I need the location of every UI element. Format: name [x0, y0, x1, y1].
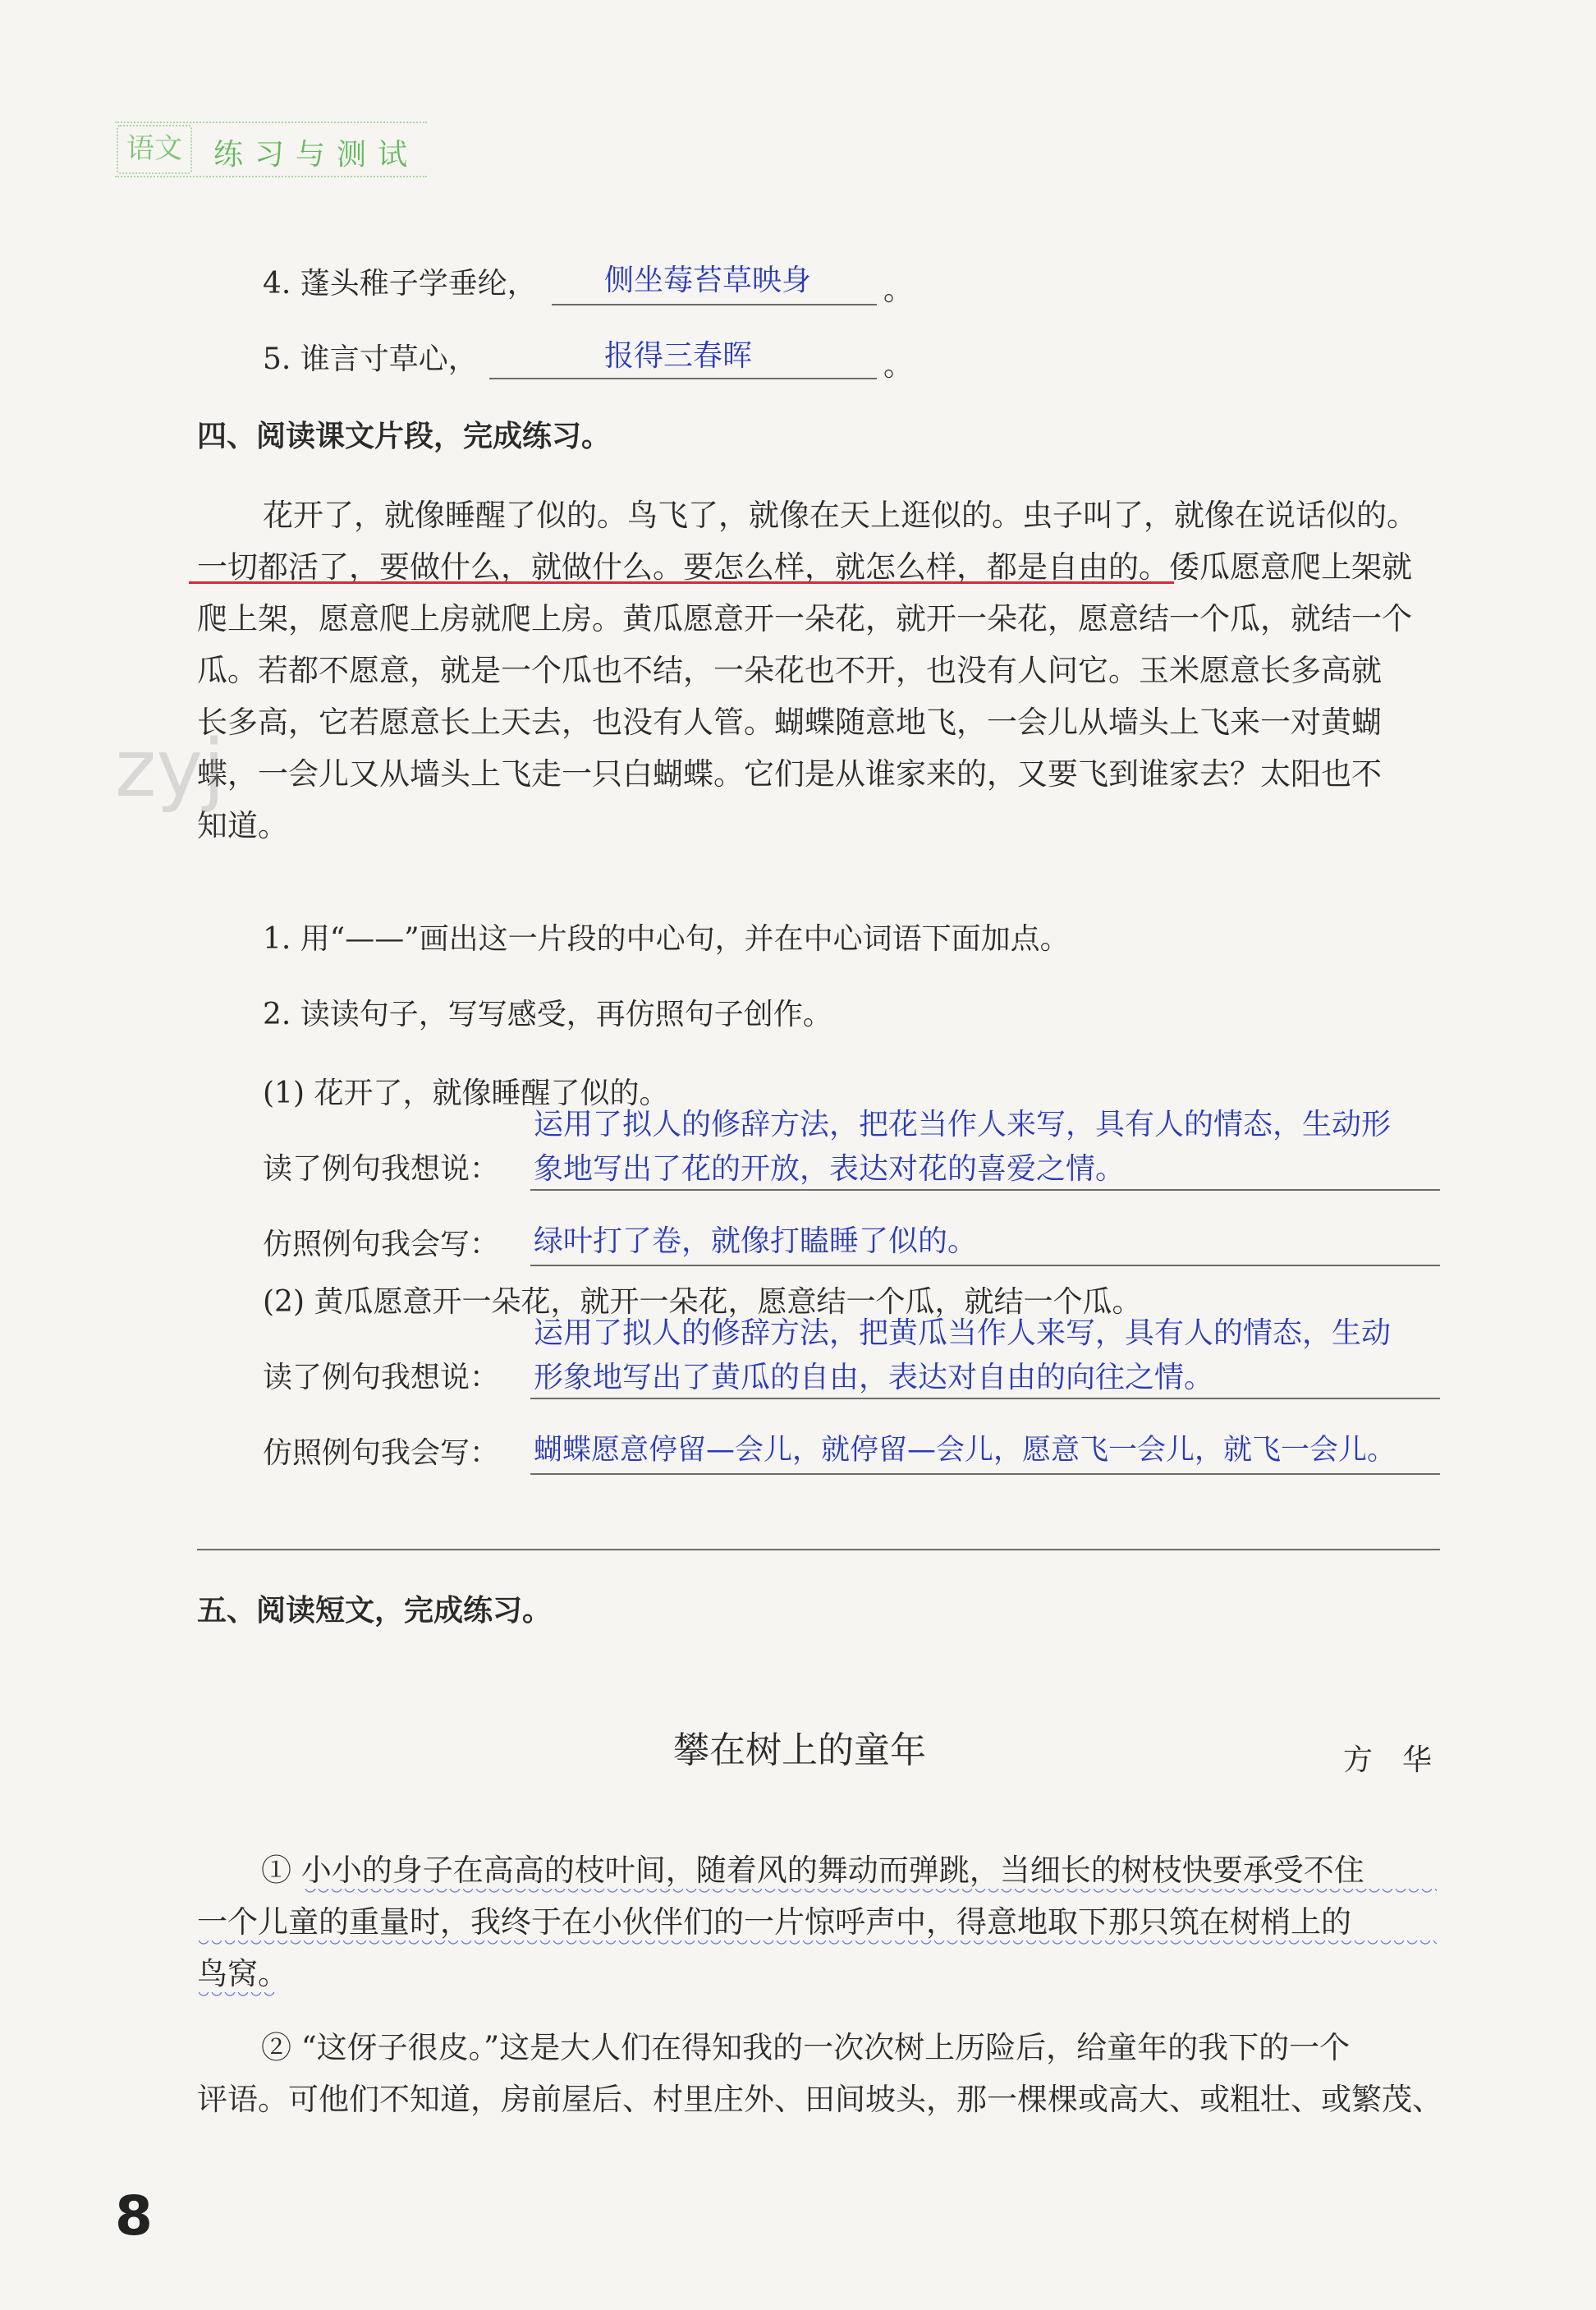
article-title: 攀在树上的童年 [673, 1729, 926, 1771]
q2-instruction: 2. 读读句子，写写感受，再仿照句子创作。 [263, 998, 832, 1031]
wavy-underline [197, 1940, 1437, 1949]
ex2-imitate-answer: 蝴蝶愿意停留—会儿，就停留—会儿，愿意飞一会儿，就飞一会儿。 [534, 1434, 1396, 1467]
paragraph-line: 鸟窝。 [197, 1956, 288, 1991]
passage-line: 长多高，它若愿意长上天去，也没有人管。蝴蝶随意地飞，一会儿从墙头上飞来一对黄蝴 [197, 705, 1382, 740]
ex1-think-label: 读了例句我想说： [263, 1152, 500, 1186]
watermark: zyj [115, 723, 225, 815]
page-number: 8 [115, 2184, 153, 2248]
ex1-imitate-answer: 绿叶打了卷，就像打瞌睡了似的。 [534, 1224, 978, 1258]
ex1-imitate-blank[interactable] [530, 1265, 1440, 1266]
ex1-think-blank[interactable] [530, 1189, 1440, 1191]
wavy-underline [304, 1889, 1437, 1897]
section5-heading: 五、阅读短文，完成练习。 [197, 1594, 553, 1628]
passage-line: 花开了，就像睡醒了似的。鸟飞了，就像在天上逛似的。虫子叫了，就像在说话似的。 [263, 498, 1417, 533]
ex2-think-answer-line1: 运用了拟人的修辞方法，把黄瓜当作人来写，具有人的情态，生动 [534, 1316, 1392, 1350]
article-author: 方 华 [1343, 1743, 1433, 1777]
ex1-think-answer-line1: 运用了拟人的修辞方法，把花当作人来写，具有人的情态，生动形 [534, 1108, 1392, 1141]
passage-line: 知道。 [197, 808, 288, 843]
ex1-imitate-label: 仿照例句我会写： [263, 1228, 500, 1261]
article-paragraph-2 [197, 2022, 1445, 2125]
paragraph-line: 一个儿童的重量时，我终于在小伙伴们的一片惊呼声中，得意地取下那只筑在树梢上的 [197, 1904, 1351, 1940]
q1-instruction: 1. 用“——”画出这一片段的中心句，并在中心词语下面加点。 [263, 922, 1070, 956]
article-paragraph-1 [197, 1844, 1445, 2000]
section4-passage [197, 489, 1445, 852]
ex1-think-answer-line2: 象地写出了花的开放，表达对花的喜爱之情。 [534, 1152, 1126, 1186]
extra-answer-line[interactable] [197, 1549, 1440, 1550]
q4-prompt: 4. 蓬头稚子学垂纶， [263, 267, 537, 301]
q5-blank[interactable] [489, 378, 877, 379]
central-sentence-underline [189, 581, 1174, 584]
ex2-sentence: (2) 黄瓜愿意开一朵花，就开一朵花，愿意结一个瓜，就结一个瓜。 [263, 1285, 1142, 1319]
q5-end: 。 [883, 349, 914, 383]
passage-line: 一切都活了，要做什么，就做什么。要怎么样，就怎么样，都是自由的。倭瓜愿意爬上架就 [197, 549, 1412, 585]
q4-blank[interactable] [552, 304, 877, 305]
ex2-imitate-blank[interactable] [530, 1473, 1440, 1475]
paragraph-line: 评语。可他们不知道，房前屋后、村里庄外、田间坡头，那一棵棵或高大、或粗壮、或繁茂、 [197, 2082, 1442, 2117]
passage-line: 蝶，一会儿又从墙头上飞走一只白蝴蝶。它们是从谁家来的，又要飞到谁家去？太阳也不 [197, 756, 1382, 792]
ex1-sentence: (1) 花开了，就像睡醒了似的。 [263, 1077, 669, 1110]
ex2-think-blank[interactable] [530, 1398, 1440, 1399]
wavy-underline [197, 1992, 277, 2000]
paragraph-line: ② “这伢子很皮。”这是大人们在得知我的一次次树上历险后，给童年的我下的一个 [261, 2030, 1351, 2065]
passage-line: 爬上架，愿意爬上房就爬上房。黄瓜愿意开一朵花，就开一朵花，愿意结一个瓜，就结一个 [197, 601, 1412, 636]
subject-tag: 语文 [117, 125, 192, 174]
passage-line: 瓜。若都不愿意，就是一个瓜也不结，一朵花也不开，也没有人问它。玉米愿意长多高就 [197, 653, 1382, 688]
section4-heading: 四、阅读课文片段，完成练习。 [197, 420, 612, 453]
paragraph-line: ① 小小的身子在高高的枝叶间，随着风的舞动而弹跳，当细长的树枝快要承受不住 [261, 1853, 1364, 1888]
q5-prompt: 5. 谁言寸草心， [263, 342, 478, 376]
book-title: 练习与测试 [213, 138, 420, 172]
ex2-think-answer-line2: 形象地写出了黄瓜的自由，表达对自由的向往之情。 [534, 1361, 1214, 1394]
q4-end: 。 [883, 273, 914, 307]
q5-answer: 报得三春晖 [604, 339, 753, 373]
ex2-imitate-label: 仿照例句我会写： [263, 1436, 500, 1470]
q4-answer: 侧坐莓苔草映身 [604, 264, 812, 297]
ex2-think-label: 读了例句我想说： [263, 1361, 500, 1394]
